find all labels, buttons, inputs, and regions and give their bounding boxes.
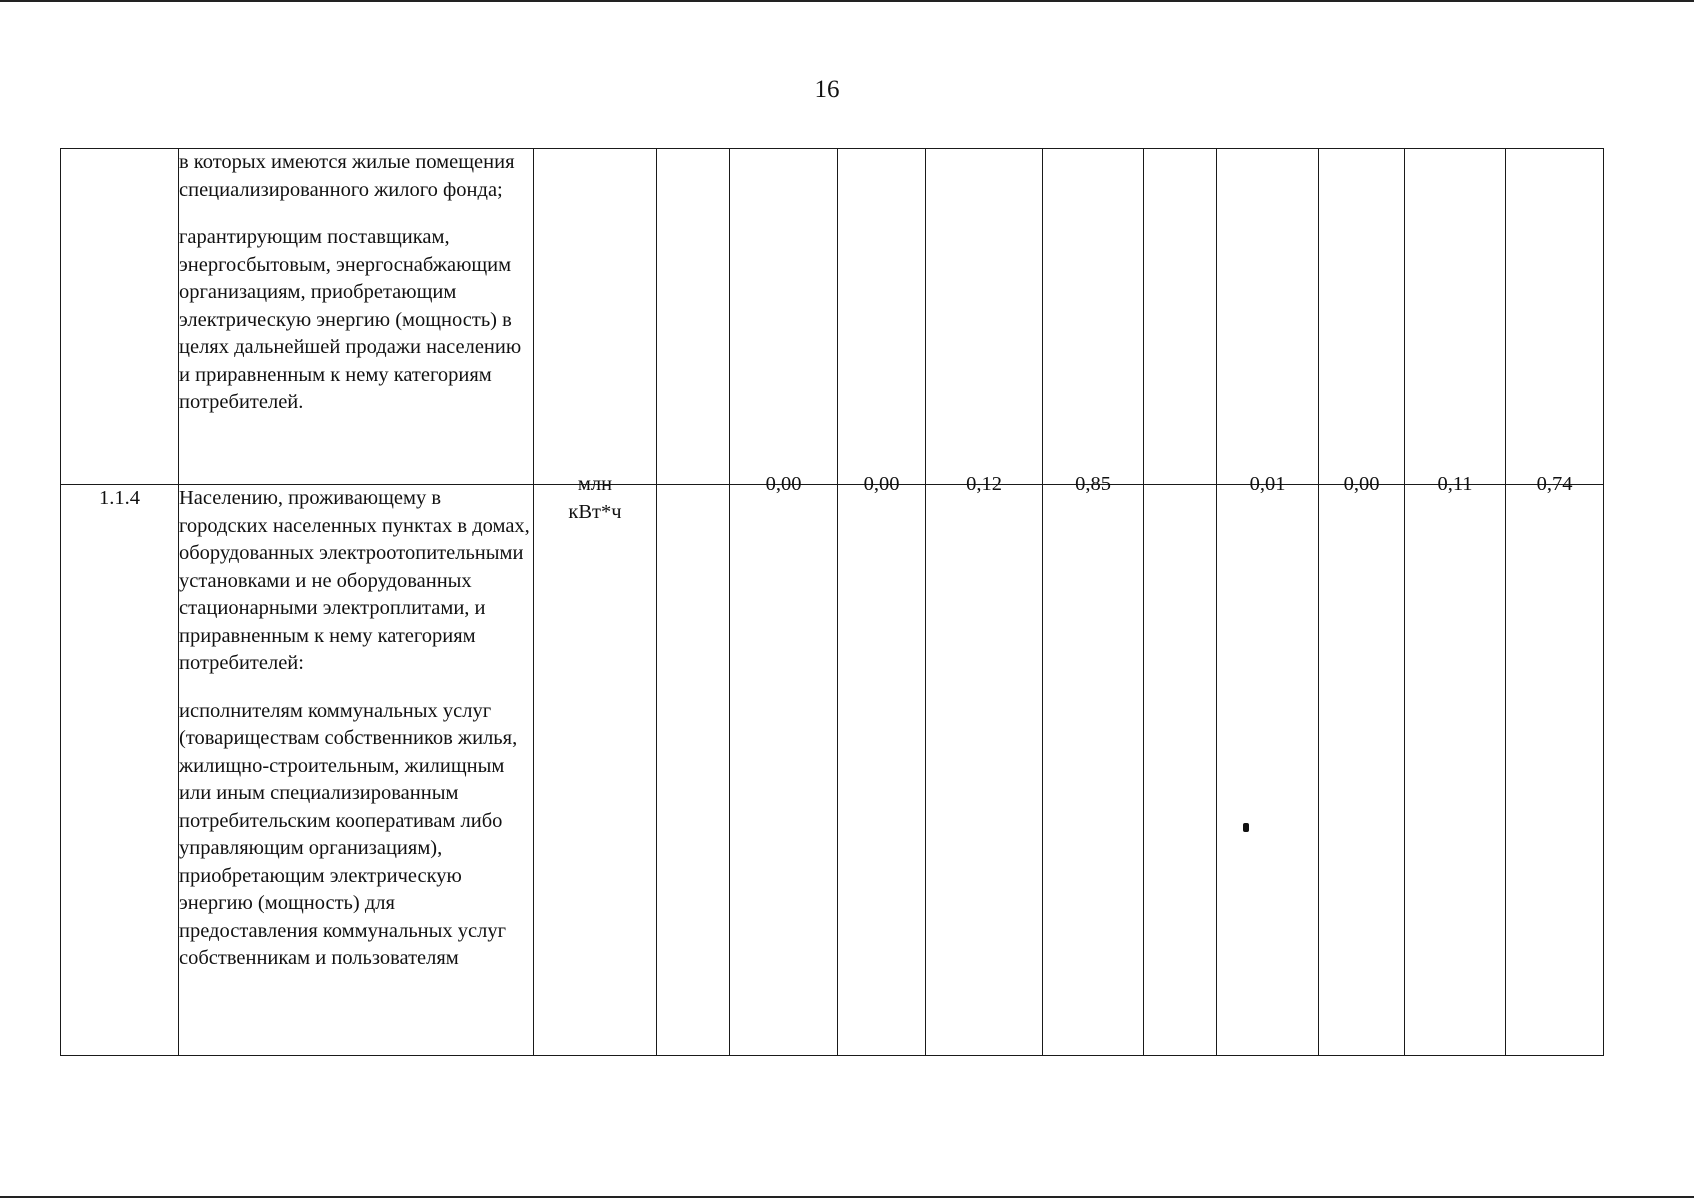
value-cell: [1405, 473, 1506, 1056]
paragraph: в которых имеются жилые помещения специализированного жилого фонда;: [179, 151, 515, 201]
value-cell: [1506, 149, 1604, 485]
row-description: [179, 485, 534, 1056]
row-number: 1.1.4: [61, 485, 179, 1056]
value-cell: [730, 149, 838, 485]
value-cell: [1319, 149, 1405, 485]
data-table: [60, 148, 1604, 1056]
value-cell: [1405, 149, 1506, 485]
value-cell: [1043, 473, 1144, 1056]
value: 0,00: [765, 473, 802, 495]
value: 0,74: [1536, 473, 1573, 495]
value: 0,12: [966, 473, 1002, 495]
value-cell: [1319, 473, 1405, 1056]
value: 0,00: [863, 473, 900, 495]
paragraph: исполнителям коммунальных услуг (товариществам собственников жилья, жилищно-строительным, жилищным или иным специализированным потребительским кооперативам либо управляющим организациям), приобретающим электрическую энергию (мощность) для предоставления коммунальных услуг собственникам и пользователям: [179, 699, 518, 969]
page-number: 16: [814, 76, 840, 103]
unit-cell: [534, 149, 657, 485]
value-cell: [1506, 473, 1604, 1056]
scan-speck: [1243, 823, 1249, 832]
scan-edge-top: [0, 0, 1694, 2]
value-cell: [1144, 149, 1217, 485]
row-number: [61, 149, 179, 485]
value: 0,00: [1343, 473, 1380, 495]
value-cell: [657, 149, 730, 485]
row-description: [179, 149, 534, 485]
table-row: [61, 149, 1604, 485]
value-cell: [926, 473, 1043, 1056]
scan-edge-bottom: [0, 1196, 1694, 1198]
value-cell: [1217, 473, 1319, 1056]
value-cell: [1043, 149, 1144, 485]
value-cell: [926, 149, 1043, 485]
value: 0,85: [1075, 473, 1111, 495]
value: 0,01: [1249, 473, 1286, 495]
paragraph: гарантирующим поставщикам, энергосбытовым, энергоснабжающим организациям, приобретающим электрическую энергию (мощность) в целях дальнейшей продажи населению и приравненным к нему категориям потребителей.: [179, 226, 522, 413]
value-cell: [838, 149, 926, 485]
paragraph: Населению, проживающему в городских населенных пунктах в домах, оборудованных электроотопительными установками и не оборудованных стационарными электроплитами, и приравненным к нему категориям потребителей:: [179, 487, 530, 674]
value: 0,11: [1437, 473, 1473, 495]
unit-line: кВт*ч: [568, 500, 622, 523]
table-row: [61, 485, 1604, 1056]
value-cell: [657, 485, 730, 1056]
unit-line: млн: [577, 473, 613, 495]
value-cell: [1217, 149, 1319, 485]
value-cell: [838, 473, 926, 1056]
value-cell: [1144, 485, 1217, 1056]
value-cell: [730, 473, 838, 1056]
unit-cell: [534, 473, 657, 1056]
